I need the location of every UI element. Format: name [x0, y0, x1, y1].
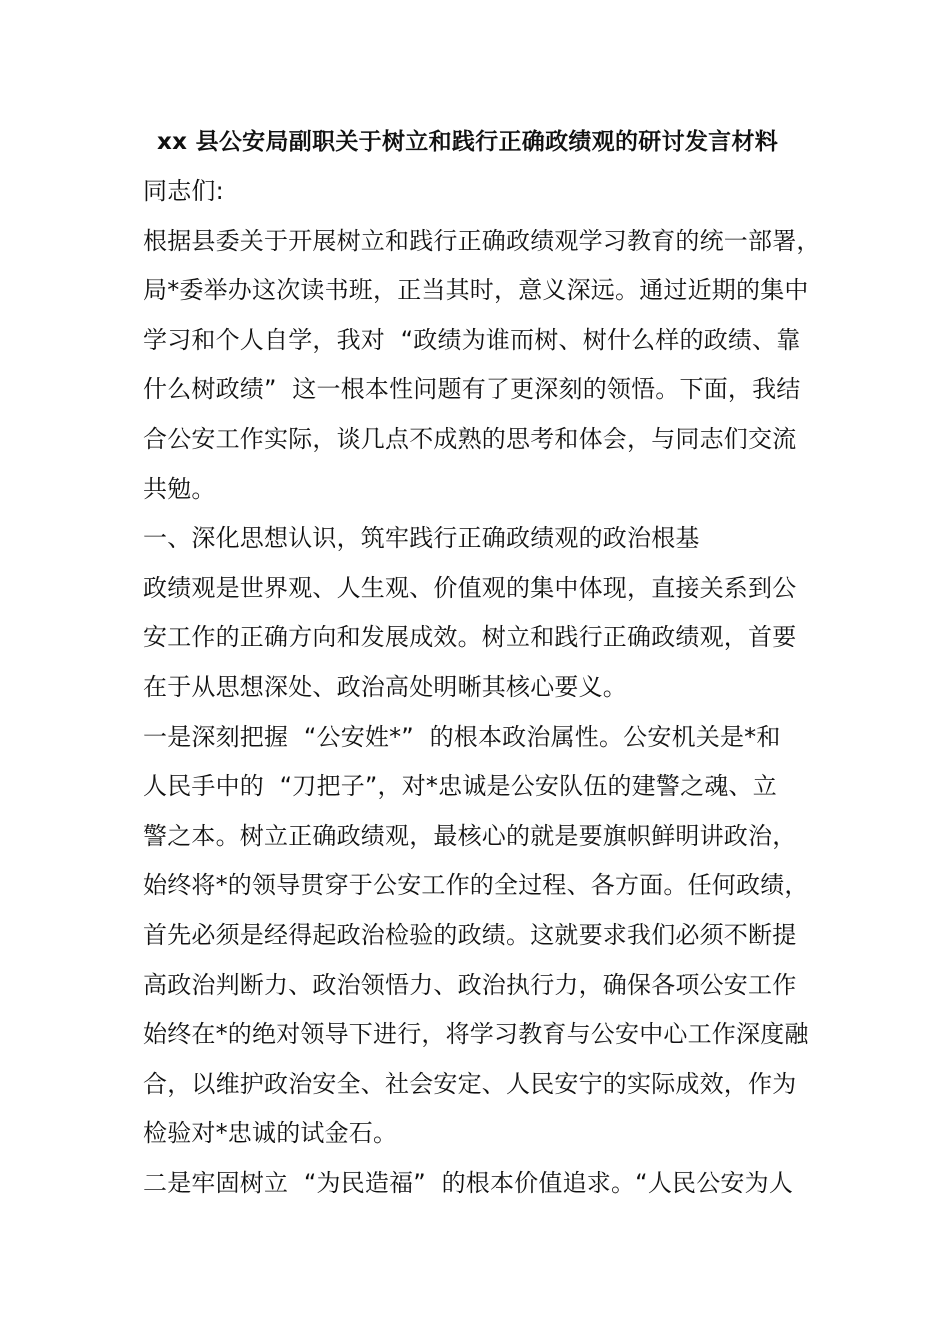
text-line: 高政治判断力、政治领悟力、政治执行力，确保各项公安工作 — [143, 970, 797, 999]
text-line: 始终将*的领导贯穿于公安工作的全过程、各方面。任何政绩， — [143, 871, 809, 900]
text-line: 什么树政绩” 这一根本性问题有了更深刻的领悟。下面，我结 — [143, 375, 801, 404]
text-line: 人民手中的 “刀把子”，对*忠诚是公安队伍的建警之魂、立 — [143, 772, 777, 801]
document-body — [143, 167, 823, 1208]
text-line: 根据县委关于开展树立和践行正确政绩观学习教育的统一部署， — [143, 226, 821, 255]
text-line: 检验对*忠诚的试金石。 — [143, 1119, 398, 1148]
document-page — [143, 117, 823, 1208]
text-line: 始终在*的绝对领导下进行，将学习教育与公安中心工作深度融 — [143, 1020, 809, 1049]
text-line: 警之本。树立正确政绩观，最核心的就是要旗帜鲜明讲政治， — [143, 821, 797, 850]
text-line: 合，以维护政治安全、社会安定、人民安宁的实际成效，作为 — [143, 1069, 797, 1098]
document-title: xx 县公安局副职关于树立和践行正确政绩观的研讨发言材料 — [157, 129, 779, 155]
text-line: 局*委举办这次读书班，正当其时，意义深远。通过近期的集中 — [143, 276, 809, 305]
text-line: 共勉。 — [143, 474, 216, 503]
text-line: 安工作的正确方向和发展成效。树立和践行正确政绩观，首要 — [143, 623, 797, 652]
text-line: 首先必须是经得起政治检验的政绩。这就要求我们必须不断提 — [143, 920, 797, 949]
text-line: 学习和个人自学，我对 “政绩为谁而树、树什么样的政绩、靠 — [143, 325, 801, 354]
text-line: 一、深化思想认识，筑牢践行正确政绩观的政治根基 — [143, 524, 700, 553]
text-line: 政绩观是世界观、人生观、价值观的集中体现，直接关系到公 — [143, 573, 797, 602]
text-line: 合公安工作实际，谈几点不成熟的思考和体会，与同志们交流 — [143, 424, 797, 453]
text-line: 二是牢固树立 “为民造福” 的根本价值追求。“人民公安为人 — [143, 1168, 794, 1197]
text-line: 在于从思想深处、政治高处明晰其核心要义。 — [143, 672, 627, 701]
text-line: 同志们: — [143, 177, 224, 205]
text-line: 一是深刻把握 “公安姓*” 的根本政治属性。公安机关是*和 — [143, 722, 781, 751]
